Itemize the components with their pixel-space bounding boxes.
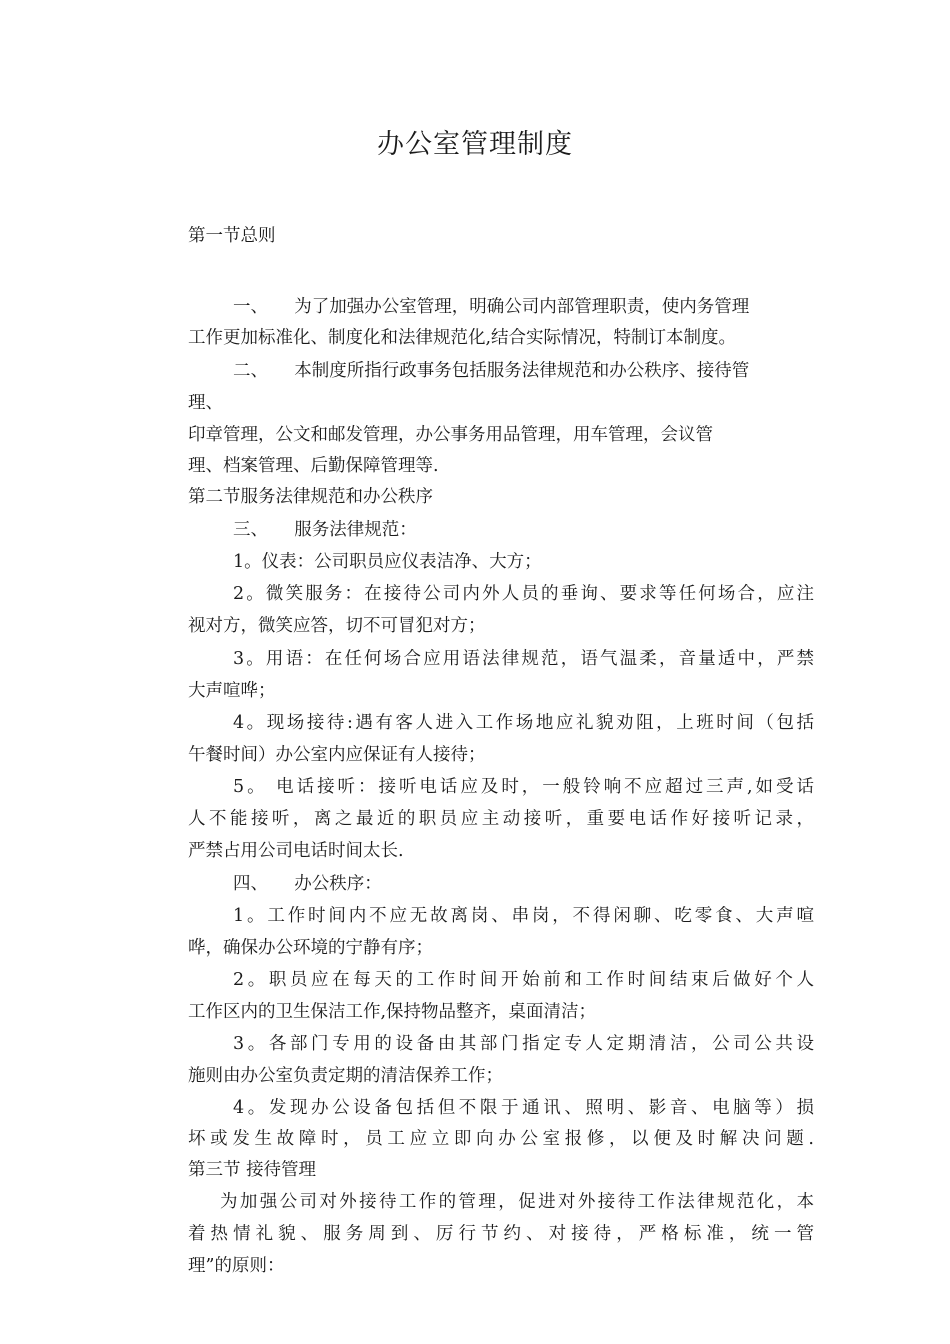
paragraph-line: 3。各部门专用的设备由其部门指定专人定期清洁，公司公共设 (233, 1034, 814, 1054)
paragraph-line: 午餐时间）办公室内应保证有人接待； (188, 745, 486, 765)
paragraph-line: 1。仪表：公司职员应仪表洁净、大方； (233, 552, 542, 572)
paragraph-line: 工作区内的卫生保洁工作,保持物品整齐，桌面清洁； (188, 1002, 597, 1022)
paragraph-line: 二、 本制度所指行政事务包括服务法律规范和办公秩序、接待管 (233, 361, 750, 381)
paragraph-line: 人不能接听，离之最近的职员应主动接听，重要电话作好接听记录， (188, 809, 814, 829)
paragraph-line: 理”的原则： (188, 1256, 285, 1276)
paragraph-line: 工作更加标准化、制度化和法律规范化,结合实际情况，特制订本制度。 (188, 328, 737, 348)
paragraph-line: 印章管理，公文和邮发管理，办公事务用品管理，用车管理，会议管 (188, 425, 713, 445)
section-heading-3: 第三节 接待管理 (188, 1160, 317, 1180)
paragraph-line: 大声喧哗； (188, 681, 276, 701)
paragraph-line: 5。 电话接听：接听电话应及时，一般铃响不应超过三声,如受话 (233, 777, 814, 797)
paragraph-line: 哗，确保办公环境的宁静有序； (188, 938, 433, 958)
section-heading-1: 第一节总则 (188, 226, 276, 246)
paragraph-line: 2。微笑服务：在接待公司内外人员的垂询、要求等任何场合，应注 (233, 584, 814, 604)
paragraph-line: 1。工作时间内不应无故离岗、串岗，不得闲聊、吃零食、大声喧 (233, 906, 814, 926)
paragraph-line: 为加强公司对外接待工作的管理，促进对外接待工作法律规范化，本 (220, 1192, 814, 1212)
paragraph-line: 3。用语：在任何场合应用语法律规范，语气温柔，音量适中，严禁 (233, 649, 814, 669)
paragraph-line: 视对方，微笑应答，切不可冒犯对方； (188, 616, 486, 636)
paragraph-line: 三、 服务法律规范： (233, 520, 417, 540)
paragraph-line: 严禁占用公司电话时间太长. (188, 841, 404, 861)
paragraph-line: 四、 办公秩序： (233, 874, 382, 894)
document-title: 办公室管理制度 (377, 129, 573, 160)
paragraph-line: 4。现场接待:遇有客人进入工作场地应礼貌劝阻，上班时间（包括 (233, 713, 814, 733)
paragraph-line: 一、 为了加强办公室管理，明确公司内部管理职责，使内务管理 (233, 297, 750, 317)
paragraph-line: 4。发现办公设备包括但不限于通讯、照明、影音、电脑等）损 (233, 1098, 814, 1118)
paragraph-line: 理、 (188, 393, 223, 413)
section-heading-2: 第二节服务法律规范和办公秩序 (188, 487, 433, 507)
paragraph-line: 着热情礼貌、服务周到、厉行节约、对接待，严格标准，统一管 (188, 1224, 814, 1244)
paragraph-line: 施则由办公室负责定期的清洁保养工作； (188, 1066, 503, 1086)
paragraph-line: 理、档案管理、后勤保障管理等. (188, 456, 439, 476)
paragraph-line: 坏或发生故障时，员工应立即向办公室报修，以便及时解决问题. (188, 1129, 814, 1149)
paragraph-line: 2。职员应在每天的工作时间开始前和工作时间结束后做好个人 (233, 970, 814, 990)
